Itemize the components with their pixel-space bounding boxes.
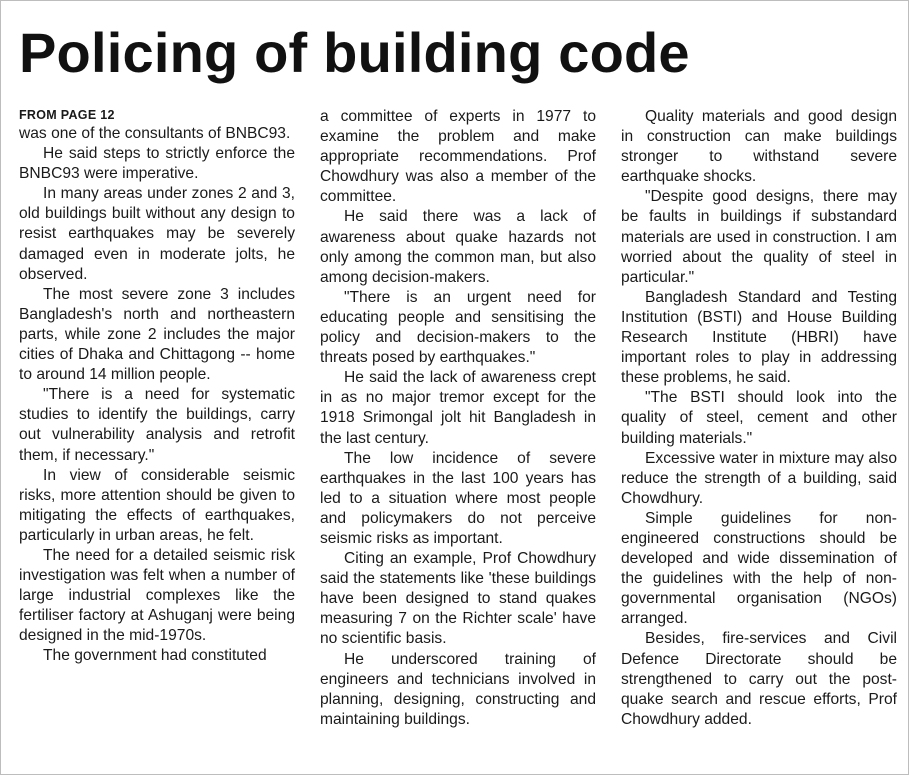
paragraph: He said there was a lack of awareness about quake hazards not only among the common man, but also among decision-makers. [320,208,596,286]
paragraph: a committee of experts in 1977 to examine the problem and make appropriate recommendations. Prof Chowdhury was also a member of the committee. [320,108,596,206]
paragraph: The low incidence of severe earthquakes in the last 100 years has led to a situation where most people and policymakers do not perceive seismic risks as important. [320,449,596,547]
headline: Policing of building code [19,21,690,84]
paragraph: "There is an urgent need for educating people and sensitising the policy and decision-makers to the threats posed by earthquakes." [320,288,596,367]
paragraph: The need for a detailed seismic risk investigation was felt when a number of large industrial complexes like the fertiliser factory at Ashuganj were being designed in the mid-1970s. [19,546,295,645]
paragraph: Citing an example, Prof Chowdhury said the statements like 'these buildings have been designed to stand quakes measuring 7 on the Richter scale' have no scientific basis. [320,550,596,648]
paragraph: The most severe zone 3 includes Bangladesh's north and northeastern parts, while zone 2 includes the major cities of Dhaka and Chittagong -- home to around 14 million people. [19,285,295,384]
paragraph: In many areas under zones 2 and 3, old buildings built without any design to resist earthquakes may be severely damaged even in moderate jolts, he observed. [19,185,295,283]
paragraph: He said the lack of awareness crept in as no major tremor except for the 1918 Srimongal jolt hit Bangladesh in the last century. [320,369,596,447]
article-column-1 [19,107,295,667]
paragraph: "The BSTI should look into the quality of steel, cement and other building materials." [621,389,897,447]
paragraph: Besides, fire-services and Civil Defence Directorate should be strengthened to carry out the post-quake search and rescue efforts, Prof Chowdhury added. [621,630,897,728]
paragraph: was one of the consultants of BNBC93. [19,125,291,142]
paragraph: "Despite good designs, there may be faults in buildings if substandard materials are used in construction. I am worried about the quality of steel in particular." [621,188,897,286]
paragraph: He said steps to strictly enforce the BNBC93 were imperative. [19,145,295,183]
paragraph: Quality materials and good design in construction can make buildings stronger to withstand severe earthquake shocks. [621,108,897,186]
continued-from-label: FROM PAGE 12 [19,108,115,122]
paragraph: In view of considerable seismic risks, more attention should be given to mitigating the effects of earthquakes, particularly in urban areas, he felt. [19,466,295,544]
paragraph: Excessive water in mixture may also reduce the strength of a building, said Chowdhury. [621,449,897,507]
article-column-3 [621,107,897,730]
paragraph: Simple guidelines for non-engineered constructions should be developed and wide dissemination of the guidelines with the help of non-governmental organisation (NGOs) arranged. [621,509,897,628]
paragraph: He underscored training of engineers and technicians involved in planning, designing, constructing and maintaining buildings. [320,650,596,728]
article-column-2 [320,107,596,730]
paragraph: Bangladesh Standard and Testing Institution (BSTI) and House Building Research Institute (HBRI) have important roles to play in addressing these problems, he said. [621,288,897,387]
paragraph: "There is a need for systematic studies to identify the buildings, carry out vulnerability analysis and retrofit them, if necessary." [19,386,295,464]
paragraph: The government had constituted [43,647,267,665]
